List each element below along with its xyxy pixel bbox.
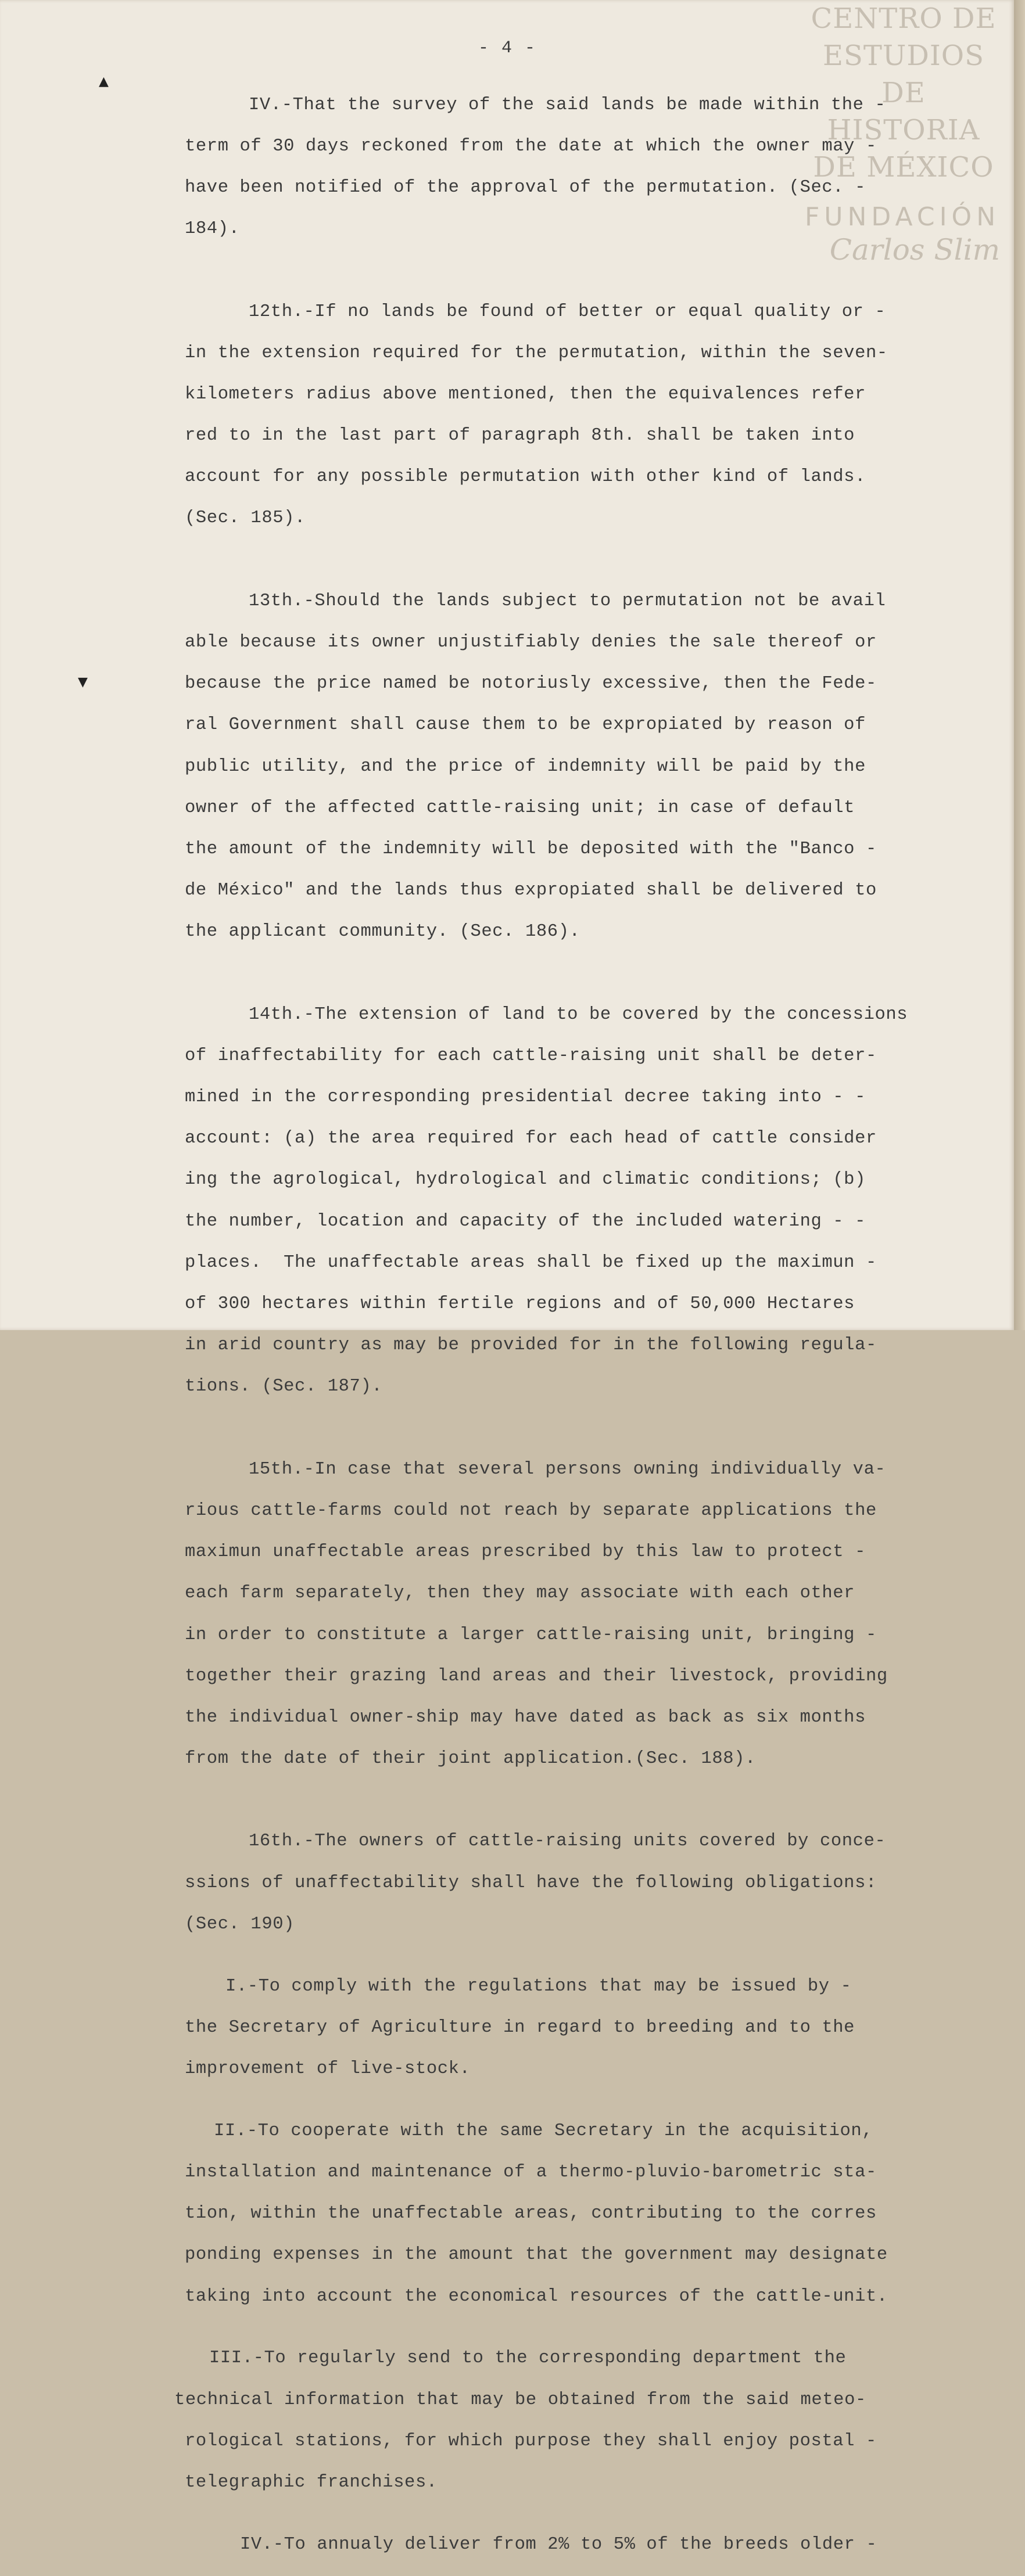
text-line: tion, within the unaffectable areas, contributing to the corres	[185, 2204, 877, 2224]
text-line: in arid country as may be provided for in the following regula-	[185, 1335, 877, 1356]
text-line: III.-To regularly send to the corresponding department the	[209, 2348, 847, 2369]
obligation-ii	[185, 2100, 987, 2328]
text-line: (Sec. 185).	[185, 508, 306, 529]
text-line: tions. (Sec. 187).	[185, 1377, 383, 1397]
text-line: maximun unaffectable areas prescribed by this law to protect -	[185, 1542, 866, 1562]
paragraph-12th	[185, 281, 987, 550]
text-line: 14th.-The extension of land to be covered by the concessions	[249, 1004, 908, 1025]
watermark-signature: Carlos Slim	[829, 233, 1000, 267]
text-line: together their grazing land areas and their livestock, providing	[185, 1666, 888, 1686]
text-line: because the price named be notoriusly excessive, then the Fede-	[185, 674, 877, 694]
watermark-line: DE HISTORIA	[827, 77, 980, 146]
document-body	[174, 74, 987, 2576]
text-line: mined in the corresponding presidential decree taking into - -	[185, 1087, 866, 1108]
text-line: the number, location and capacity of the included watering - -	[185, 1211, 866, 1231]
text-line: 184).	[185, 219, 240, 239]
text-line: of inaffectability for each cattle-raising unit shall be deter-	[185, 1046, 877, 1066]
text-line: taking into account the economical resources of the cattle-unit.	[185, 2286, 888, 2306]
text-line: IV.-To annualy deliver from 2% to 5% of the breeds older -	[240, 2534, 877, 2555]
text-line: the individual owner-ship may have dated as back as six months	[185, 1707, 866, 1727]
ink-spot-icon: ▼	[78, 675, 88, 689]
text-line: ing the agrological, hydrological and climatic conditions; (b)	[185, 1170, 866, 1190]
text-line: technical information that may be obtained from the said meteo-	[174, 2390, 866, 2410]
obligation-iv	[185, 2514, 987, 2576]
paragraph-iv-survey	[185, 74, 987, 260]
text-line: places. The unaffectable areas shall be fixed up the maximun -	[185, 1252, 877, 1273]
text-line: from the date of their joint application.(Sec. 188).	[185, 1749, 756, 1769]
text-line: the applicant community. (Sec. 186).	[185, 922, 580, 942]
text-line: (Sec. 190)	[185, 1914, 295, 1934]
text-line: 12th.-If no lands be found of better or equal quality or -	[249, 301, 886, 322]
text-line: rological stations, for which purpose they shall enjoy postal -	[185, 2431, 877, 2451]
text-line: the amount of the indemnity will be deposited with the "Banco -	[185, 839, 877, 859]
text-line: improvement of live-stock.	[185, 2059, 471, 2079]
page-number: - 4 -	[478, 38, 537, 58]
text-line: 13th.-Should the lands subject to permutation not be avail	[249, 591, 886, 611]
ink-spot-icon: ▲	[99, 74, 109, 89]
paragraph-13th	[185, 570, 987, 963]
text-line: each farm separately, then they may associate with each other	[185, 1583, 855, 1604]
text-line: IV.-That the survey of the said lands be made within the -	[249, 95, 886, 115]
text-line: de México" and the lands thus expropiated shall be delivered to	[185, 881, 877, 901]
paragraph-14th	[185, 984, 987, 1418]
paragraph-15th	[185, 1439, 987, 1790]
text-line: in the extension required for the permutation, within the seven-	[185, 343, 888, 363]
text-line: kilometers radius above mentioned, then the equivalences refer	[185, 384, 866, 404]
watermark-foundation: FUNDACIÓN	[805, 202, 1001, 232]
text-line: the Secretary of Agriculture in regard to breeding and to the	[185, 2017, 855, 2038]
watermark-line: DE MÉXICO	[813, 151, 994, 184]
text-line: of 300 hectares within fertile regions and of 50,000 Hectares	[185, 1294, 855, 1314]
text-line: 16th.-The owners of cattle-raising units covered by conce-	[249, 1831, 886, 1852]
text-line: public utility, and the price of indemnity will be paid by the	[185, 756, 866, 777]
text-line: owner of the affected cattle-raising unit; in case of default	[185, 797, 855, 818]
watermark-line: CENTRO DE	[811, 2, 997, 35]
text-line: telegraphic franchises.	[185, 2472, 438, 2492]
text-line: able because its owner unjustifiably denies the sale thereof or	[185, 633, 877, 653]
text-line: in order to constitute a larger cattle-raising unit, bringing -	[185, 1625, 877, 1645]
obligation-i	[185, 1956, 987, 2100]
text-line: installation and maintenance of a thermo-pluvio-barometric sta-	[185, 2162, 877, 2182]
text-line: red to in the last part of paragraph 8th. shall be taken into	[185, 426, 855, 446]
watermark-line: ESTUDIOS	[822, 39, 985, 72]
text-line: ral Government shall cause them to be expropiated by reason of	[185, 715, 866, 735]
text-line: II.-To cooperate with the same Secretary in the acquisition,	[214, 2121, 873, 2141]
text-line: ponding expenses in the amount that the government may designate	[185, 2245, 888, 2265]
text-line: have been notified of the approval of the permutation. (Sec. -	[185, 177, 866, 197]
text-line: rious cattle-farms could not reach by separate applications the	[185, 1500, 877, 1521]
page-edge	[1014, 0, 1025, 1330]
text-line: I.-To comply with the regulations that may be issued by -	[225, 1976, 852, 1996]
text-line: 15th.-In case that several persons owning individually va-	[249, 1459, 886, 1479]
obligation-iii	[174, 2328, 987, 2514]
text-line: account: (a) the area required for each head of cattle consider	[185, 1129, 877, 1149]
text-line: ssions of unaffectability shall have the following obligations:	[185, 1873, 877, 1893]
text-line: account for any possible permutation with other kind of lands.	[185, 467, 866, 487]
paragraph-16th	[185, 1811, 987, 1956]
text-line: term of 30 days reckoned from the date at which the owner may -	[185, 136, 877, 156]
